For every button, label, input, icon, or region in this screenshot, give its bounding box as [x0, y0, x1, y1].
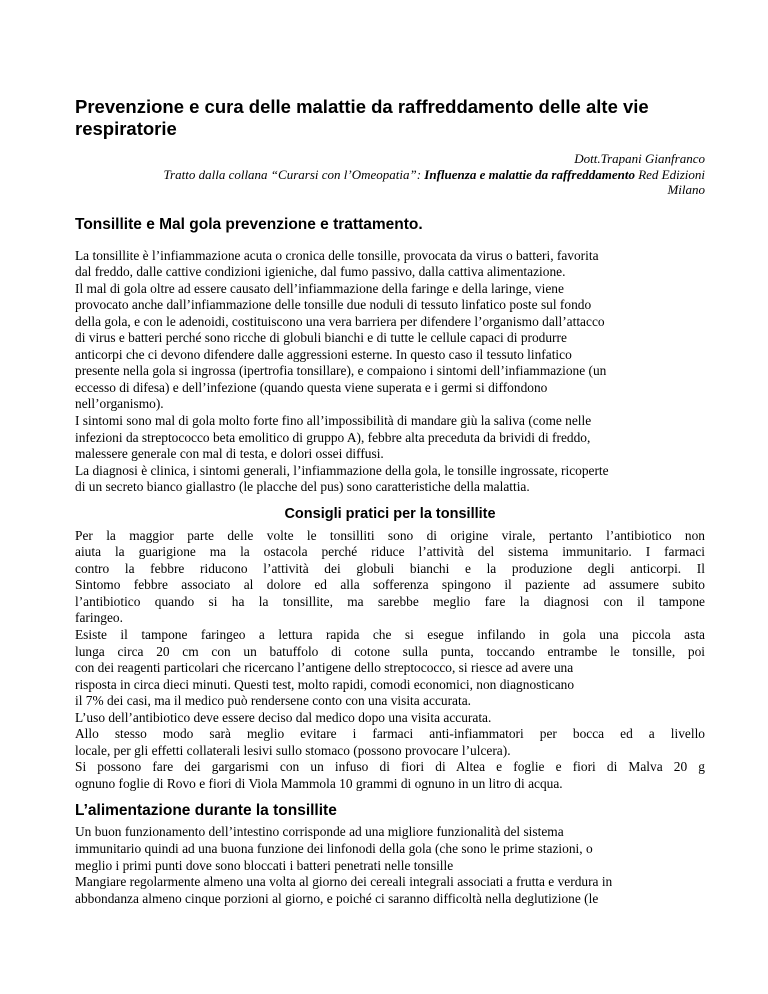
- city: Milano: [667, 182, 705, 197]
- text-line: locale, per gli effetti collaterali lesivi sullo stomaco (possono provocare l’ulcera).: [75, 742, 511, 758]
- section-heading-tonsillite: Tonsillite e Mal gola prevenzione e trattamento.: [75, 215, 423, 233]
- text-line: Per la maggior parte delle volte le tonsilliti sono di origine virale, pertanto l’antibiotico non: [75, 527, 705, 543]
- paragraph-tonsillite: [75, 248, 705, 496]
- text-line: il 7% dei casi, ma il medico può rendersene conto con una visita accurata.: [75, 693, 471, 709]
- text-line: Sintomo febbre associato al dolore ed alla sofferenza spingono il paziente ad assumere subito: [75, 577, 705, 593]
- text-line: faringeo.: [75, 610, 123, 626]
- text-line: di virus e batteri perché sono ricche di globuli bianchi e di tutte le cellule capaci di produrre: [75, 330, 567, 346]
- source-line: [75, 167, 705, 183]
- text-line: aiuta la guarigione ma la ostacola perché riduce l’attività del sistema immunitario. I farmaci: [75, 544, 705, 560]
- text-line: ognuno foglie di Rovo e fiori di Viola Mammola 10 grammi di ognuno in un litro di acqua.: [75, 775, 563, 791]
- text-line: La diagnosi è clinica, i sintomi generali, l’infiammazione della gola, le tonsille ingrossate, ricoperte: [75, 462, 609, 478]
- document-title: Prevenzione e cura delle malattie da raffreddamento delle alte vie respiratorie: [75, 96, 649, 139]
- text-line: Esiste il tampone faringeo a lettura rapida che si esegue infilando in gola una piccola asta: [75, 626, 705, 642]
- section-heading-consigli: Consigli pratici per la tonsillite: [284, 505, 496, 522]
- text-line: di un secreto bianco giallastro (le placche del pus) sono caratteristiche della malattia.: [75, 479, 530, 495]
- text-line: provocato anche dall’infiammazione delle tonsille due noduli di tessuto linfatico poste sul fondo: [75, 297, 592, 313]
- text-line: Mangiare regolarmente almeno una volta al giorno dei cereali integrali associati a frutta e verdura in: [75, 874, 613, 890]
- paragraph-consigli: [75, 528, 705, 793]
- text-line: abbondanza almeno cinque porzioni al giorno, e poiché ci saranno difficoltà nella deglutizione (le: [75, 890, 599, 906]
- byline: [75, 151, 705, 198]
- document-page: [75, 96, 705, 907]
- text-line: infezioni da streptococco beta emolitico di gruppo A), febbre alta preceduta da brividi di freddo,: [75, 429, 591, 445]
- text-line: della gola, e con le adenoidi, costituiscono una vera barriera per difendere l’organismo dall’attacco: [75, 313, 605, 329]
- text-line: eccesso di difesa) e dell’infezione (quando questa viene superata e i germi si diffondono: [75, 379, 548, 395]
- author: Dott.Trapani Gianfranco: [574, 151, 705, 166]
- text-line: Il mal di gola oltre ad essere causato dell’infiammazione della faringe e della laringe, viene: [75, 280, 564, 296]
- section-heading-alimentazione: L’alimentazione durante la tonsillite: [75, 802, 337, 820]
- text-line: Allo stesso modo sarà meglio evitare i farmaci anti-infiammatori per bocca ed a livello: [75, 726, 705, 742]
- text-line: immunitario quindi ad una buona funzione dei linfonodi della gola (che sono le prime stazioni, o: [75, 841, 593, 856]
- paragraph-alimentazione: [75, 824, 705, 907]
- source-prefix: Tratto dalla collana “Curarsi con l’Omeopatia”:: [163, 166, 425, 182]
- publisher: Red Edizioni: [634, 166, 705, 182]
- text-line: Un buon funzionamento dell’intestino corrisponde ad una migliore funzionalità del sistema: [75, 824, 564, 840]
- book-title: Influenza e malattie da raffreddamento: [424, 166, 635, 182]
- text-line: I sintomi sono mal di gola molto forte fino all’impossibilità di mandare giù la saliva (come nelle: [75, 412, 592, 428]
- text-line: presente nella gola si ingrossa (ipertrofia tonsillare), e compaiono i sintomi dell’infiammazione (un: [75, 363, 607, 379]
- text-line: risposta in circa dieci minuti. Questi test, molto rapidi, comodi economici, non diagnosticano: [75, 676, 575, 692]
- text-line: Si possono fare dei gargarismi con un infuso di fiori di Altea e foglie e fiori di Malva 20 g: [75, 759, 705, 775]
- text-line: lunga circa 20 cm con un batuffolo di cotone sulla punta, toccando entrambe le tonsille, poi: [75, 643, 705, 659]
- text-line: con dei reagenti particolari che ricercano l’antigene dello streptococco, si riesce ad avere una: [75, 660, 574, 676]
- text-line: meglio i primi punti dove sono bloccati i batteri penetrati nelle tonsille: [75, 857, 454, 873]
- text-line: nell’organismo).: [75, 396, 164, 412]
- text-line: contro la febbre riducono l’attività dei globuli bianchi e la produzione degli anticorpi. Il: [75, 560, 705, 576]
- text-line: L’uso dell’antibiotico deve essere deciso dal medico dopo una visita accurata.: [75, 709, 492, 725]
- text-line: l’antibiotico quando si ha la tonsillite, ma sarebbe meglio fare la diagnosi con il tampone: [75, 593, 705, 609]
- text-line: La tonsillite è l’infiammazione acuta o cronica delle tonsille, provocata da virus o batteri, favorita: [75, 247, 599, 263]
- text-line: dal freddo, dalle cattive condizioni igieniche, dal fumo passivo, dalla cattiva alimentazione.: [75, 264, 566, 280]
- text-line: anticorpi che ci devono difendere dalle aggressioni esterne. In questo caso il tessuto linfatico: [75, 346, 572, 362]
- text-line: malessere generale con mal di testa, e dolori ossei diffusi.: [75, 446, 384, 462]
